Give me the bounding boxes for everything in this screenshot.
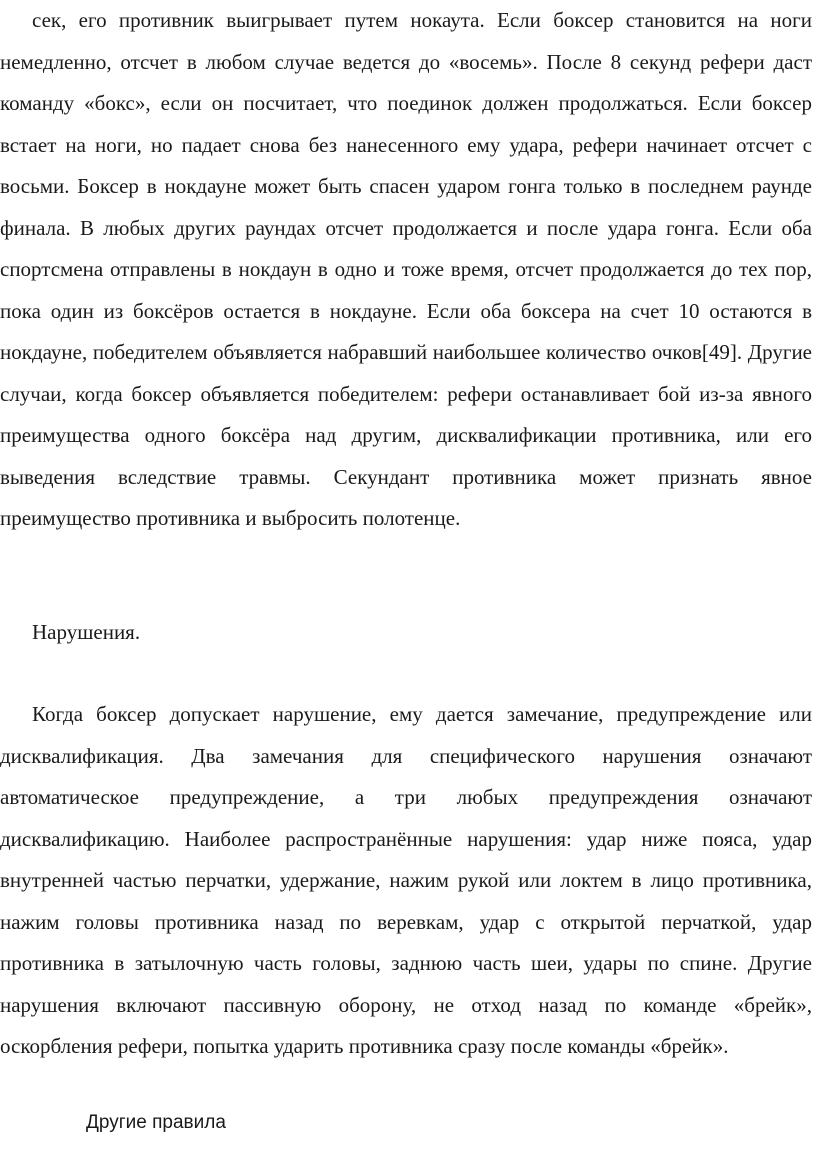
section-heading-other-rules: Другие правила (86, 1112, 226, 1133)
body-paragraph-knockout-rules: сек, его противник выигрывает путем нокаута. Если боксер становится на ноги немедленно, отсчет в любом случае ведется до «восемь». После 8 секунд рефери даст команду «бокс», если он посчитает, что поединок должен продолжаться. Если боксер встает на ноги, но падает снова без нанесенного ему удара, рефери начинает отсчет с восьми. Боксер в нокдауне может быть спасен ударом гонга только в последнем раунде финала. В любых других раундах отсчет продолжается и после удара гонга. Если оба спортсмена отправлены в нокдаун в одно и тоже время, отсчет продолжается до тех пор, пока один из боксёров остается в нокдауне. Если оба боксера на счет 10 остаются в нокдауне, победителем объявляется набравший наибольшее количество очков[49]. Другие случаи, когда боксер объявляется победителем: рефери останавливает бой из-за явного преимущества одного боксёра над другим, дисквалификации противника, или его выведения вследствие травмы. Секундант противника может признать явное преимущество противника и выбросить полотенце. (0, 8, 812, 530)
section-heading-violations: Нарушения. (32, 620, 141, 644)
body-paragraph-violations: Когда боксер допускает нарушение, ему дается замечание, предупреждение или дисквалификация. Два замечания для специфического нарушения означают автоматическое предупреждение, а три любых предупреждения означают дисквалификацию. Наиболее распространённые нарушения: удар ниже пояса, удар внутренней частью перчатки, удержание, нажим рукой или локтем в лицо противника, нажим головы противника назад по веревкам, удар с открытой перчаткой, удар противника в затылочную часть головы, заднюю часть шеи, удары по спине. Другие нарушения включают пассивную оборону, не отход назад по команде «брейк», оскорбления рефери, попытка ударить противника сразу после команды «брейк». (0, 702, 812, 1058)
